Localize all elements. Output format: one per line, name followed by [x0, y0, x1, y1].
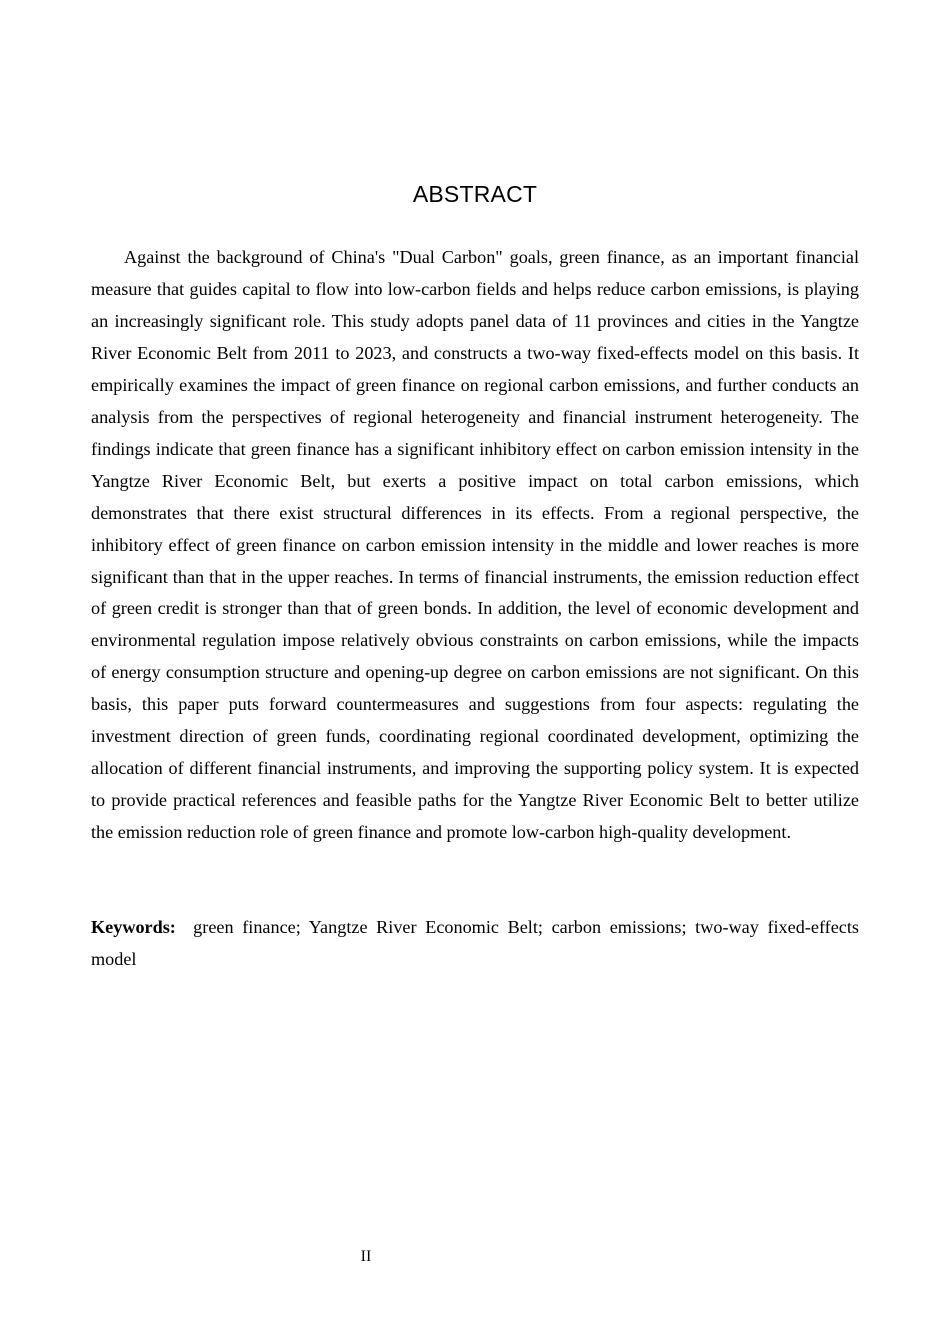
- keywords-label: Keywords:: [91, 917, 176, 937]
- keywords-paragraph: [91, 912, 859, 976]
- keywords-text: green finance; Yangtze River Economic Belt; carbon emissions; two-way fixed-effects model: [91, 917, 859, 969]
- page-number: II: [360, 1248, 372, 1265]
- abstract-title: ABSTRACT: [412, 181, 538, 207]
- abstract-body: Against the background of China's "Dual Carbon" goals, green finance, as an important financial measure that guides capital to flow into low-carbon fields and helps reduce carbon emissions, is playing an increasingly significant role. This study adopts panel data of 11 provinces and cities in the Yangtze River Economic Belt from 2011 to 2023, and constructs a two-way fixed-effects model on this basis. It empirically examines the impact of green finance on regional carbon emissions, and further conducts an analysis from the perspectives of regional heterogeneity and financial instrument heterogeneity. The findings indicate that green finance has a significant inhibitory effect on carbon emission intensity in the Yangtze River Economic Belt, but exerts a positive impact on total carbon emissions, which demonstrates that there exist structural differences in its effects. From a regional perspective, the inhibitory effect of green finance on carbon emission intensity in the middle and lower reaches is more significant than that in the upper reaches. In terms of financial instruments, the emission reduction effect of green credit is stronger than that of green bonds. In addition, the level of economic development and environmental regulation impose relatively obvious constraints on carbon emissions, while the impacts of energy consumption structure and opening-up degree on carbon emissions are not significant. On this basis, this paper puts forward countermeasures and suggestions from four aspects: regulating the investment direction of green funds, coordinating regional coordinated development, optimizing the allocation of different financial instruments, and improving the supporting policy system. It is expected to provide practical references and feasible paths for the Yangtze River Economic Belt to better utilize the emission reduction role of green finance and promote low-carbon high-quality development.: [91, 247, 859, 843]
